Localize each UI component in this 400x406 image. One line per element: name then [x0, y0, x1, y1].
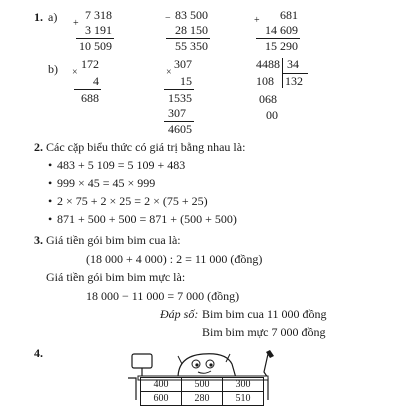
exercise-2-number: 2.	[34, 140, 43, 154]
ex2-item-2: 999 × 45 = 45 × 999	[57, 176, 156, 190]
b1-rule	[74, 89, 101, 90]
ex2-item-4: 871 + 500 + 500 = 871 + (500 + 500)	[57, 212, 237, 226]
ex2-bullet-3: •	[48, 194, 53, 208]
a2-operator: −	[165, 13, 171, 24]
exercise-1-number: 1.	[34, 10, 43, 24]
b3-divisor: 34	[287, 57, 299, 71]
b1-top: 172	[81, 57, 99, 71]
b2-partial-1: 1535	[168, 91, 192, 105]
b3-remainder: 00	[266, 108, 278, 122]
b3-quotient: 132	[285, 74, 303, 88]
b2-result: 4605	[168, 122, 192, 136]
b3-step-2: 068	[259, 92, 277, 106]
b2-bottom: 15	[180, 74, 192, 88]
grid-cell: 280	[182, 392, 223, 406]
a3-result: 15 290	[265, 39, 298, 53]
ex3-calc-2: 18 000 − 11 000 = 7 000 (đồng)	[86, 289, 240, 303]
b1-result: 688	[81, 91, 99, 105]
a1-bottom: 3 191	[85, 23, 112, 37]
b3-dividend: 4488	[256, 57, 280, 71]
a1-operator: +	[73, 18, 79, 29]
a2-result: 55 350	[175, 39, 208, 53]
ex2-item-3: 2 × 75 + 2 × 25 = 2 × (75 + 25)	[57, 194, 208, 208]
a3-bottom: 14 609	[265, 23, 298, 37]
ex3-answer-1: Bim bim cua 11 000 đồng	[202, 307, 327, 321]
grid-cell: 600	[141, 392, 182, 406]
exercise-3-number: 3.	[34, 233, 43, 247]
grid-cell: 300	[223, 378, 264, 392]
grid-cell: 400	[141, 378, 182, 392]
ex3-answer-label: Đáp số:	[160, 307, 199, 321]
grid-row	[141, 392, 264, 406]
exercise-1-part-b-label: b)	[48, 62, 58, 76]
ex3-calc-1: (18 000 + 4 000) : 2 = 11 000 (đồng)	[86, 252, 263, 266]
grid-cell: 510	[223, 392, 264, 406]
b3-step-1: 108	[256, 74, 274, 88]
a3-operator: +	[254, 15, 260, 26]
a1-result: 10 509	[79, 39, 112, 53]
b1-operator: ×	[72, 67, 78, 78]
a1-top: 7 318	[85, 8, 112, 22]
a3-top: 681	[280, 8, 298, 22]
ex2-bullet-1: •	[48, 158, 53, 172]
ex3-line-1: Giá tiền gói bim bim cua là:	[46, 233, 181, 247]
ex3-answer-2: Bim bim mực 7 000 đồng	[202, 325, 326, 339]
exercise-4-number: 4.	[34, 346, 43, 360]
b2-operator: ×	[166, 67, 172, 78]
b2-rule-1	[164, 89, 194, 90]
grid-row	[141, 378, 264, 392]
exercise-2-intro: Các cặp biểu thức có giá trị bằng nhau là:	[46, 140, 246, 154]
a2-bottom: 28 150	[175, 23, 208, 37]
exercise-1-part-a-label: a)	[48, 10, 58, 24]
a2-top: 83 500	[175, 8, 208, 22]
b2-partial-2: 307	[168, 106, 186, 120]
b2-top: 307	[174, 57, 192, 71]
ex2-item-1: 483 + 5 109 = 5 109 + 483	[57, 158, 186, 172]
b1-bottom: 4	[93, 74, 99, 88]
ex2-bullet-2: •	[48, 176, 53, 190]
number-grid	[140, 377, 264, 406]
grid-cell: 500	[182, 378, 223, 392]
ex3-line-2: Giá tiền gói bim bim mực là:	[46, 270, 186, 284]
ex2-bullet-4: •	[48, 212, 53, 226]
